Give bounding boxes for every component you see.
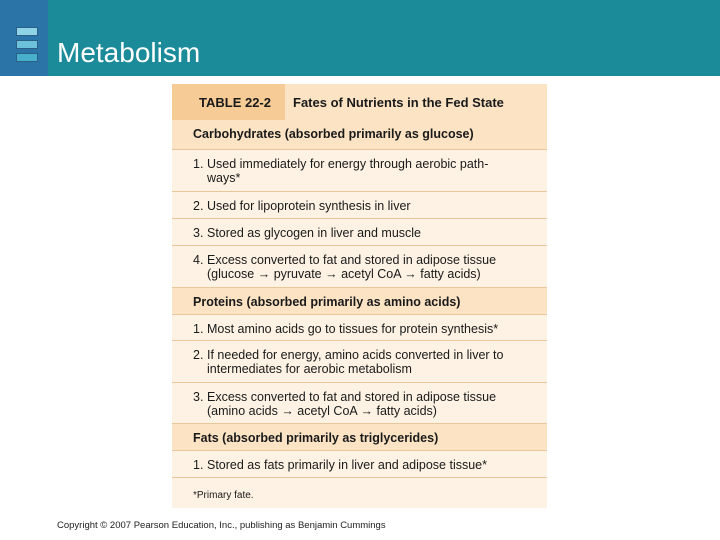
item-number: 4.: [193, 253, 204, 267]
item-number: 2.: [193, 199, 204, 213]
item-text: Stored as glycogen in liver and muscle: [207, 226, 422, 240]
item-number: 2.: [193, 348, 204, 362]
item-number: 3.: [193, 226, 204, 240]
section-heading: [172, 120, 547, 150]
item-number: 1.: [193, 458, 204, 472]
table-header: [172, 84, 547, 120]
item-text: Used immediately for energy through aerobic path- ways*: [207, 157, 489, 185]
stack-logo-icon: [16, 27, 38, 63]
section-heading-text: Proteins (absorbed primarily as amino acids): [193, 295, 461, 309]
table-row: [172, 383, 547, 424]
item-text: Most amino acids go to tissues for protein synthesis*: [207, 322, 499, 336]
table-caption: Fates of Nutrients in the Fed State: [293, 95, 504, 110]
item-text: Used for lipoprotein synthesis in liver: [207, 199, 411, 213]
item-number: 1.: [193, 322, 204, 336]
item-text: Excess converted to fat and stored in adipose tissue (glucose → pyruvate → acetyl CoA → fatty acids): [207, 253, 497, 281]
slide-header: [0, 0, 720, 76]
section-heading: [172, 424, 547, 451]
table-row: [172, 150, 547, 192]
slide-title: Metabolism: [57, 37, 201, 68]
item-text: Excess converted to fat and stored in adipose tissue (amino acids → acetyl CoA → fatty acids): [207, 390, 497, 418]
table-row: [172, 192, 547, 219]
item-number: 1.: [193, 157, 204, 171]
section-heading: [172, 288, 547, 315]
nutrient-fates-table: [172, 84, 547, 508]
item-number: 3.: [193, 390, 204, 404]
item-text: Stored as fats primarily in liver and adipose tissue*: [207, 458, 487, 472]
table-row: [172, 341, 547, 383]
item-text: If needed for energy, amino acids converted in liver to intermediates for aerobic metabolism: [207, 348, 504, 376]
table-row: [172, 246, 547, 288]
table-footnote: *Primary fate.: [193, 490, 254, 501]
table-row: [172, 315, 547, 341]
table-number: TABLE 22-2: [172, 84, 285, 120]
section-heading-text: Carbohydrates (absorbed primarily as glucose): [193, 127, 474, 141]
table-row: [172, 219, 547, 246]
copyright-notice: Copyright © 2007 Pearson Education, Inc., publishing as Benjamin Cummings: [57, 520, 386, 531]
section-heading-text: Fats (absorbed primarily as triglycerides): [193, 431, 439, 445]
table-row: [172, 451, 547, 478]
